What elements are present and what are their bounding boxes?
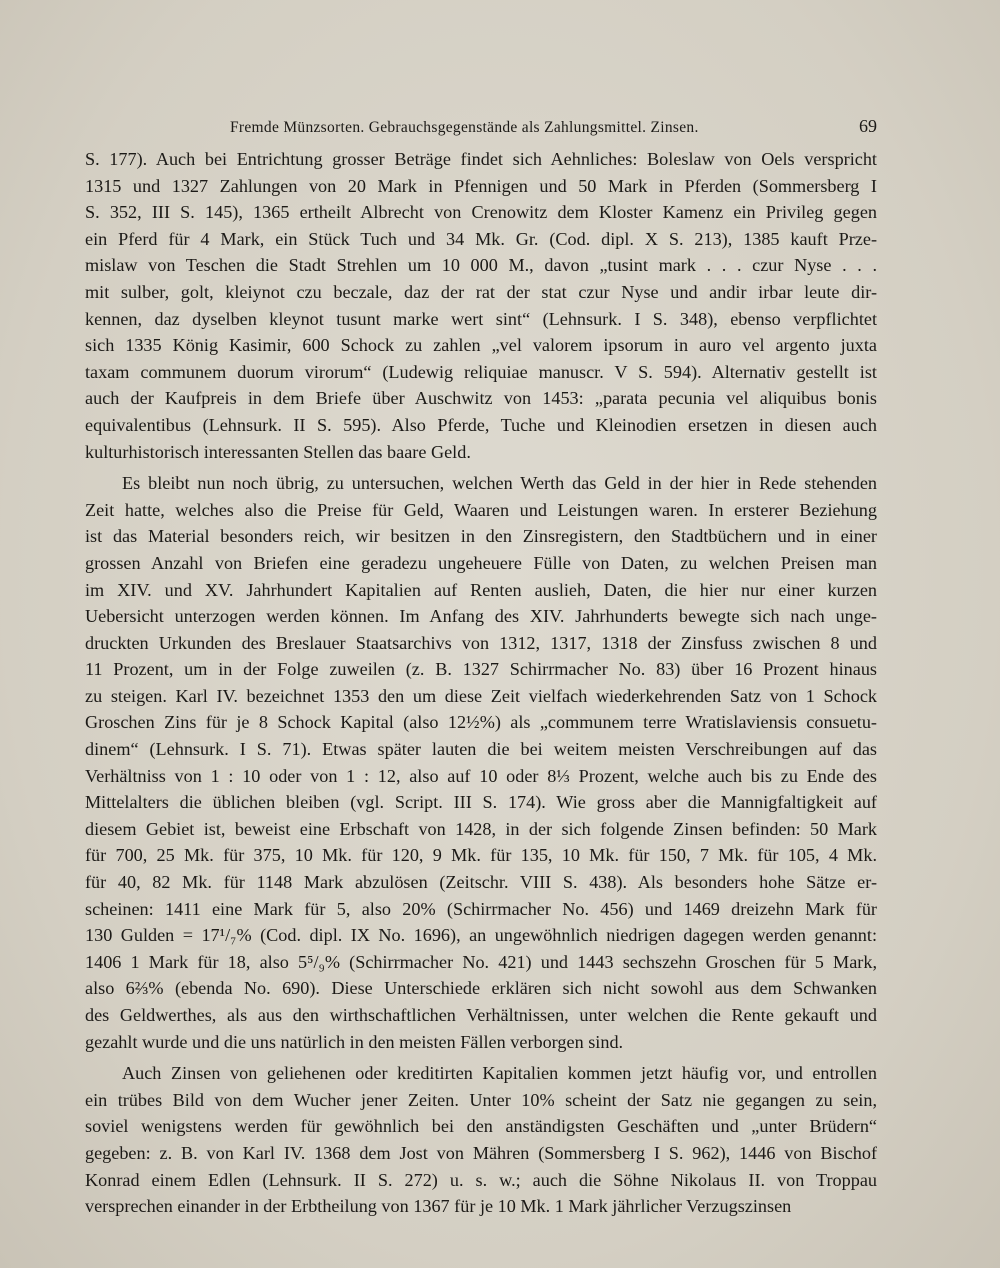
- text-line: im XIV. und XV. Jahrhundert Kapitalien auf Renten auslieh, Daten, die hier nur einer kurzen: [85, 579, 877, 600]
- text-line: S. 352, III S. 145), 1365 ertheilt Albrecht von Crenowitz dem Kloster Kamenz ein Privileg gegen: [85, 202, 877, 223]
- page-header: [85, 116, 877, 142]
- text-line: kulturhistorisch interessanten Stellen das baare Geld.: [85, 441, 471, 462]
- text-line: equivalentibus (Lehnsurk. II S. 595). Also Pferde, Tuche und Kleinodien ersetzen in diesen auch: [85, 414, 877, 435]
- text-line: für 700, 25 Mk. für 375, 10 Mk. für 120, 9 Mk. für 135, 10 Mk. für 150, 7 Mk. für 105, 4 Mk.: [85, 845, 877, 866]
- text-line: Uebersicht unterzogen werden können. Im Anfang des XIV. Jahrhunderts bewegte sich nach unge-: [85, 606, 877, 627]
- text-line: für 40, 82 Mk. für 1148 Mark abzulösen (Zeitschr. VIII S. 438). Als besonders hohe Sätze er-: [85, 872, 877, 893]
- text-line: diesem Gebiet ist, beweist eine Erbschaft von 1428, in der sich folgende Zinsen befinden: 50 Mark: [85, 818, 877, 839]
- text-line: Auch Zinsen von geliehenen oder kreditirten Kapitalien kommen jetzt häufig vor, und entrollen: [122, 1063, 877, 1084]
- text-line: sich 1335 König Kasimir, 600 Schock zu zahlen „vel valorem ipsorum in auro vel argento juxta: [85, 335, 877, 356]
- text-line: soviel wenigstens werden für gewöhnlich bei den anständigsten Geschäften und „unter Brüdern“: [85, 1116, 877, 1137]
- text-line: 1315 und 1327 Zahlungen von 20 Mark in Pfennigen und 50 Mark in Pferden (Sommersberg I: [85, 175, 877, 196]
- text-line: ein trübes Bild von dem Wucher jener Zeiten. Unter 10% scheint der Satz nie gegangen zu sein,: [85, 1089, 877, 1110]
- text-line: mit sulber, golt, kleiynot czu beczale, daz der rat der stat czur Nyse und andir irbar leute dir-: [85, 281, 877, 302]
- text-line: ein Pferd für 4 Mark, ein Stück Tuch und 34 Mk. Gr. (Cod. dipl. X S. 213), 1385 kauft Prze-: [85, 228, 877, 249]
- text-line: 11 Prozent, um in der Folge zuweilen (z. B. 1327 Schirrmacher No. 83) über 16 Prozent hinaus: [85, 659, 877, 680]
- text-line: 1406 1 Mark für 18, also 5⁵/₉% (Schirrmacher No. 421) und 1443 sechszehn Groschen für 5 Mark,: [85, 951, 877, 972]
- text-line: S. 177). Auch bei Entrichtung grosser Beträge findet sich Aehnliches: Boleslaw von Oels verspricht: [85, 149, 877, 169]
- text-line: dinem“ (Lehnsurk. I S. 71). Etwas später lauten die bei weitem meisten Verschreibungen auf das: [85, 739, 877, 760]
- paragraph: [85, 1060, 877, 1220]
- text-line: Es bleibt nun noch übrig, zu untersuchen, welchen Werth das Geld in der hier in Rede stehenden: [122, 473, 877, 494]
- text-line: kennen, daz dyselben kleynot tusunt marke wert sint“ (Lehnsurk. I S. 348), ebenso verpflichtet: [85, 308, 877, 329]
- text-line: also 6⅔% (ebenda No. 690). Diese Unterschiede erklären sich nicht sowohl aus dem Schwanken: [85, 978, 877, 999]
- text-line: Zeit hatte, welches also die Preise für Geld, Waaren und Leistungen waren. In ersterer Beziehung: [85, 499, 877, 520]
- text-line: versprechen einander in der Erbtheilung von 1367 für je 10 Mk. 1 Mark jährlicher Verzugszinsen: [85, 1196, 792, 1217]
- text-line: mislaw von Teschen die Stadt Strehlen um 10 000 M., davon „tusint mark . . . czur Nyse . . .: [85, 255, 877, 276]
- running-title: Fremde Münzsorten. Gebrauchsgegenstände als Zahlungsmittel. Zinsen.: [230, 119, 699, 136]
- text-line: gegeben: z. B. von Karl IV. 1368 dem Jost von Mähren (Sommersberg I S. 962), 1446 von Bischof: [85, 1142, 877, 1163]
- paragraph: [85, 146, 877, 465]
- text-line: Groschen Zins für je 8 Schock Kapital (also 12½%) als „communem terre Wratislaviensis consuetu-: [85, 712, 877, 733]
- text-line: Mittelalters die üblichen bleiben (vgl. Script. III S. 174). Wie gross aber die Mannigfaltigkeit auf: [85, 792, 877, 813]
- body-text: [85, 146, 877, 1220]
- text-line: taxam communem duorum virorum“ (Ludewig reliquiae manuscr. V S. 594). Alternativ gestellt ist: [85, 361, 877, 382]
- text-line: scheinen: 1411 eine Mark für 5, also 20% (Schirrmacher No. 456) und 1469 dreizehn Mark für: [85, 898, 877, 919]
- page-number: 69: [859, 116, 877, 136]
- text-line: druckten Urkunden des Breslauer Staatsarchivs von 1312, 1317, 1318 der Zinsfuss zwischen 8 und: [85, 632, 877, 653]
- paragraph: [85, 470, 877, 1055]
- text-line: grossen Anzahl von Briefen eine geradezu ungeheuere Fülle von Daten, zu welchen Preisen man: [85, 552, 877, 573]
- text-line: 130 Gulden = 17¹/₇% (Cod. dipl. IX No. 1696), an ungewöhnlich niedrigen dagegen werden genannt:: [85, 925, 877, 946]
- text-line: des Geldwerthes, als aus den wirthschaftlichen Verhältnissen, unter welchen die Rente gekauft und: [85, 1005, 877, 1025]
- text-line: Verhältniss von 1 : 10 oder von 1 : 12, also auf 10 oder 8⅓ Prozent, welche auch bis zu Ende des: [85, 765, 877, 786]
- text-line: gezahlt wurde und die uns natürlich in den meisten Fällen verborgen sind.: [85, 1031, 624, 1052]
- text-line: auch der Kaufpreis in dem Briefe über Auschwitz von 1453: „parata pecunia vel aliquibus bonis: [85, 388, 877, 409]
- text-line: Konrad einem Edlen (Lehnsurk. II S. 272) u. s. w.; auch die Söhne Nikolaus II. von Troppau: [85, 1169, 877, 1190]
- text-line: zu steigen. Karl IV. bezeichnet 1353 den um diese Zeit vielfach wiederkehrenden Satz von 1 Schock: [85, 685, 877, 706]
- text-line: ist das Material besonders reich, wir besitzen in den Zinsregistern, den Stadtbüchern und in einer: [85, 526, 877, 547]
